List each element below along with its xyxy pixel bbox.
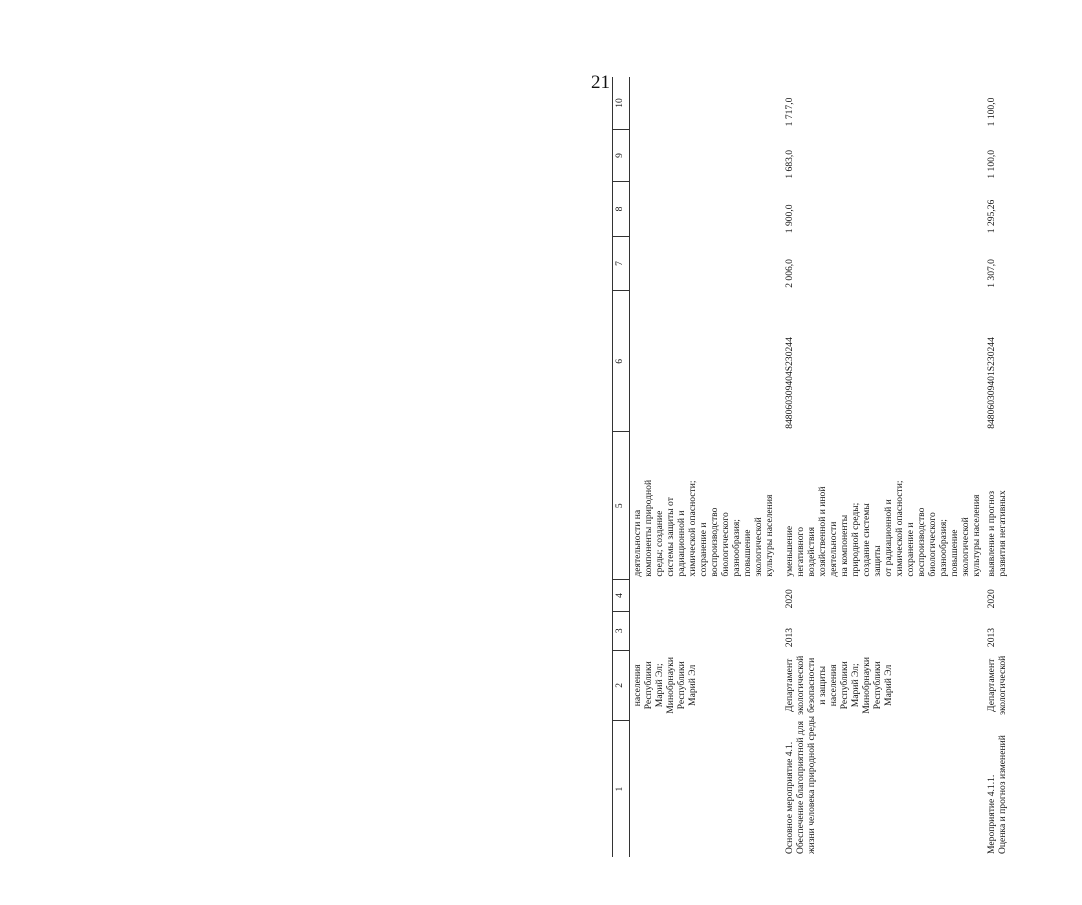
value-cell-8 (630, 182, 783, 237)
value-cell-10: 1 717,0 (784, 97, 795, 127)
table-row (984, 77, 1058, 857)
budget-code-cell (630, 291, 783, 432)
budget-code-cell: 848060309401S230244 (986, 337, 997, 429)
column-header-6: 6 (613, 291, 630, 432)
end-year-cell: 2020 (986, 589, 997, 609)
executor-cell: Департамент экологической (986, 655, 1008, 715)
executor-cell: Департамент экологической безопасности и защиты населения Республики Марий Эл; Минобрнауки Республики Марий Эл (784, 655, 894, 715)
activity-name-cell: Основное мероприятие 4.1. Обеспечение благоприятной для жизни человека природной среды (784, 715, 817, 854)
budget-code-cell: 848060309404S230244 (784, 337, 795, 429)
start-year-cell: 2013 (986, 627, 997, 648)
end-year-cell (630, 580, 783, 612)
page-number: 21 (591, 72, 610, 93)
column-number-header-row (613, 77, 630, 857)
expected-result-cell: деятельности на компоненты природной среды; создание системы защиты от радиационной и химической опасности; сохранение и воспроизводство биологического разнообразия; повышение экологической культуры населения (632, 479, 775, 577)
end-year-cell: 2020 (784, 589, 795, 609)
value-cell-7: 1 307,0 (986, 259, 997, 288)
executor-cell: населения Республики Марий Эл; Минобрнауки Республики Марий Эл (632, 656, 698, 714)
program-activities-table (612, 77, 1058, 857)
activity-name-cell: Мероприятие 4.1.1. Оценка и прогноз изменений (986, 735, 1008, 854)
value-cell-7 (630, 236, 783, 291)
value-cell-10 (630, 77, 783, 129)
value-cell-8: 1 900,0 (784, 204, 795, 234)
column-header-5: 5 (613, 432, 630, 580)
column-header-8: 8 (613, 182, 630, 237)
table-row (782, 77, 984, 857)
value-cell-7: 2 006,0 (784, 259, 795, 288)
table-row (630, 77, 783, 857)
start-year-cell: 2013 (784, 627, 795, 648)
column-header-2: 2 (613, 650, 630, 720)
column-header-1: 1 (613, 721, 630, 857)
expected-result-cell: уменьшение негативного воздействия хозяйственной и иной деятельности на компоненты природной среды; создание системы защиты от радиационной и химической опасности; сохранение и воспроизводство биологического разнообразия; повышение экологической культуры населения (784, 480, 982, 577)
value-cell-9: 1 683,0 (784, 149, 795, 179)
value-cell-10: 1 100,0 (986, 97, 997, 127)
column-header-3: 3 (613, 611, 630, 650)
value-cell-9: 1 100,0 (986, 149, 997, 179)
activity-name-cell (630, 721, 783, 857)
rotated-table-container (612, 77, 1082, 857)
value-cell-9 (630, 129, 783, 181)
column-header-9: 9 (613, 129, 630, 181)
value-cell-8: 1 295,26 (986, 199, 997, 234)
start-year-cell (630, 611, 783, 650)
column-header-10: 10 (613, 77, 630, 129)
expected-result-cell: выявление и прогноз развития негативных (986, 490, 1008, 577)
column-header-7: 7 (613, 236, 630, 291)
column-header-4: 4 (613, 580, 630, 612)
